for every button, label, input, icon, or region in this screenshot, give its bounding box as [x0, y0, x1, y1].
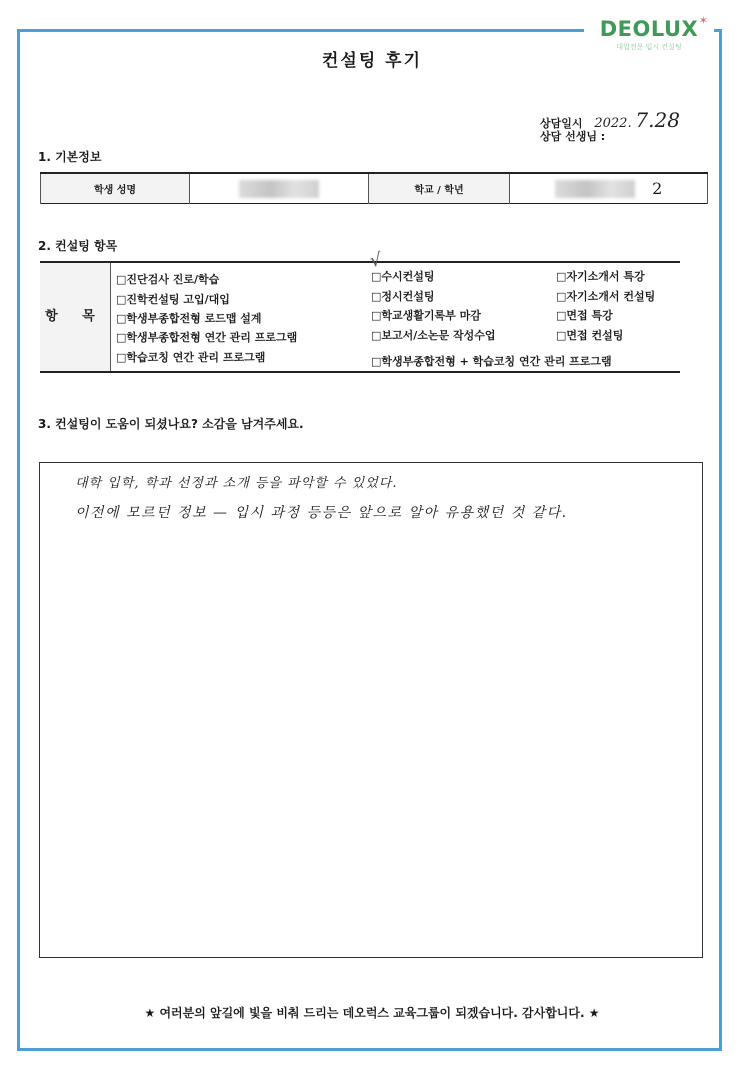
item-report-class[interactable]: □보고서/소논문 작성수업 — [371, 329, 496, 342]
item-roadmap[interactable]: □학생부종합전형 로드맵 설계 — [116, 312, 262, 325]
redacted-name — [239, 180, 319, 198]
item-admission[interactable]: □진학컨설팅 고입/대입 — [116, 293, 230, 306]
student-name-label: 학생 성명 — [41, 173, 190, 204]
page-title: 컨설팅 후기 — [321, 51, 423, 71]
item-regular-admission[interactable]: □정시컨설팅 — [371, 290, 435, 303]
item-diagnosis[interactable]: □진단검사 진로/학습 — [116, 273, 220, 286]
item-interview-consulting[interactable]: □면접 컨설팅 — [556, 329, 624, 342]
grade-handwritten: 2 — [652, 179, 663, 198]
school-grade-value — [510, 173, 708, 204]
footer-message: ★ 여러분의 앞길에 빛을 비춰 드리는 데오럭스 교육그룹이 되겠습니다. 감사합니다. ★ — [144, 1006, 600, 1020]
basic-info-table — [40, 172, 708, 204]
item-study-coaching[interactable]: □학습코칭 연간 관리 프로그램 — [116, 351, 266, 364]
item-interview-lecture[interactable]: □면접 특강 — [556, 309, 613, 322]
section-items-heading: 2. 컨설팅 항목 — [38, 239, 118, 253]
item-essay-lecture[interactable]: □자기소개서 특강 — [556, 270, 645, 283]
review-box[interactable] — [39, 462, 703, 958]
consult-teacher — [540, 128, 605, 144]
student-name-value — [190, 173, 369, 204]
item-annual-record[interactable]: □학생부종합전형 연간 관리 프로그램 — [116, 331, 298, 344]
consult-teacher-label: 상담 선생님 : — [540, 130, 606, 143]
items-label: 항 목 — [40, 263, 111, 371]
school-grade-label: 학교 / 학년 — [369, 173, 510, 204]
check-mark-icon: √ — [368, 249, 383, 272]
consult-date-label: 상담일시 — [540, 117, 583, 130]
logo-text: DEOLUX — [599, 17, 699, 41]
logo-star-icon: ✶ — [698, 14, 708, 27]
consult-date-year: 2022. — [594, 116, 632, 131]
item-early-admission[interactable]: □수시컨설팅 — [371, 270, 435, 283]
consult-date-value: 7.28 — [635, 108, 680, 132]
review-line-1: 대학 입학, 학과 선정과 소개 등을 파악할 수 있었다. — [75, 476, 398, 491]
item-essay-consulting[interactable]: □자기소개서 컨설팅 — [556, 290, 656, 303]
section-basic-info-heading: 1. 기본정보 — [38, 150, 102, 164]
section-review-heading: 3. 컨설팅이 도움이 되셨나요? 소감을 남겨주세요. — [38, 417, 304, 431]
item-school-record[interactable]: □학교생활기록부 마감 — [371, 309, 481, 322]
logo-slogan: 대입전문 입시 컨설팅 — [616, 43, 682, 51]
redacted-school — [555, 180, 635, 198]
consulting-items-box — [40, 261, 680, 373]
review-line-2: 이전에 모르던 정보 — 입시 과정 등등은 앞으로 알아 유용했던 것 같다. — [75, 505, 568, 521]
item-combined-program[interactable]: □학생부종합전형 + 학습코칭 연간 관리 프로그램 — [371, 355, 612, 368]
